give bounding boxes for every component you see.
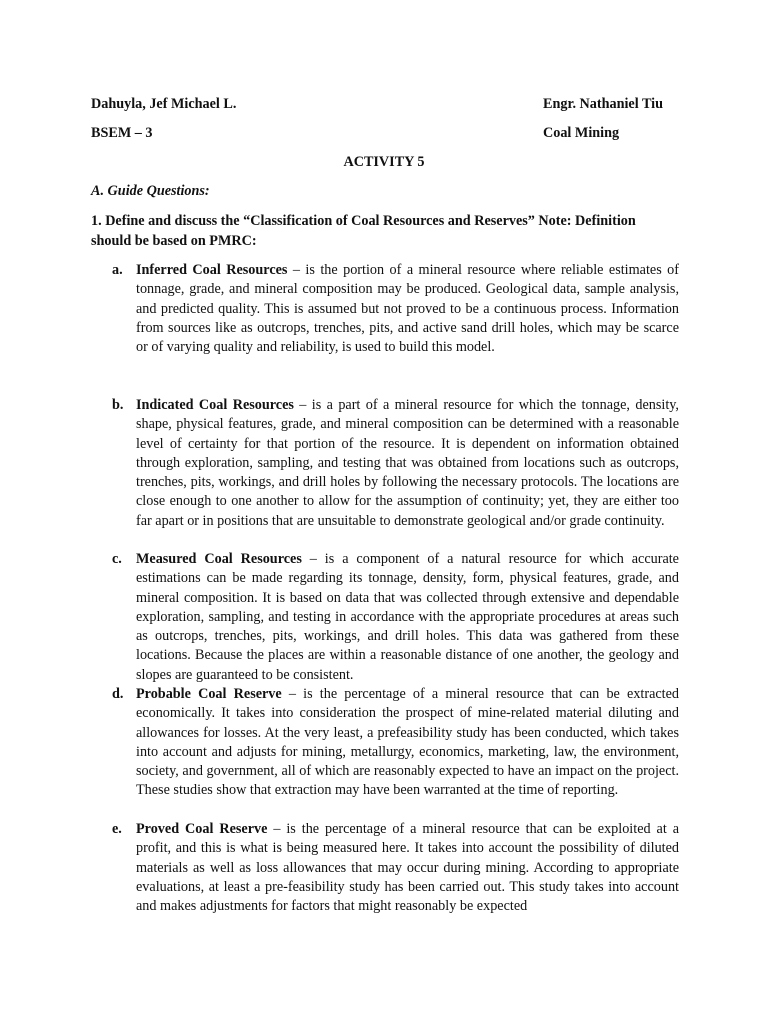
list-marker: d. [112,686,124,702]
list-item-proved [112,820,679,916]
list-item-text: – is a part of a mineral resource for which the tonnage, density, shape, physical features, grade, and mineral composition can be determined with a reasonable level of certainty for that portion of the resource. It is dependent on information obtained through exploration, sampling, and testing that was obtained from locations such as outcrops, trenches, pits, workings, and drill holes by following the necessary protocols. The locations are close enough to one another to allow for the assumption of continuity; yet, they are either too far apart or in positions that are unsuitable to demonstrate geological and/or grade continuity. [136,397,679,529]
list-item-term: Indicated Coal Resources [136,397,294,413]
list-marker: b. [112,397,124,413]
activity-title: ACTIVITY 5 [343,154,425,170]
list-item-body [136,685,679,801]
list-item-term: Probable Coal Reserve [136,686,282,702]
list-item-inferred [112,261,679,357]
list-item-body [136,550,679,685]
list-item-term: Inferred Coal Resources [136,262,288,278]
section-heading: A. Guide Questions: [91,183,210,199]
list-item-probable [112,685,679,801]
course-label: Coal Mining [543,125,620,141]
list-item-text: – is the percentage of a mineral resource that can be exploited at a profit, and this is what is being measured here. It takes into account the possibility of diluted materials as well as loss allowances that may occur during mining. According to appropriate evaluations, at least a pre-feasibility study has been carried out. This study takes into account and makes adjustments for factors that might reasonably be expected [136,821,679,915]
list-item-body [136,396,679,531]
list-item-body [136,261,679,357]
list-item-text: – is the percentage of a mineral resource that can be extracted economically. It takes into consideration the prospect of mine-related material diluting and allowances for losses. At the very least, a prefeasibility study has been conducted, which takes into account and adjusts for mining, metallurgy, economics, marketing, law, the environment, society, and government, all of which are reasonably expected to have an impact on the project. These studies show that extraction may have been warranted at the time of reporting. [136,686,680,799]
list-item-indicated [112,396,679,531]
program-label: BSEM – 3 [91,125,153,141]
instructor-name: Engr. Nathaniel Tiu [543,96,663,112]
list-marker: c. [112,551,122,567]
list-marker: e. [112,821,122,837]
list-item-measured [112,550,679,685]
list-item-term: Measured Coal Resources [136,551,302,567]
list-item-text: – is a component of a natural resource for which accurate estimations can be made regarding its tonnage, density, form, physical features, grade, and mineral composition. It is based on data that was collected through extensive and dependable exploration, sampling, and testing in accordance with the appropriate procedures at areas such as outcrops, trenches, pits, workings, and drill holes. This data was gathered from these locations. Because the places are within a reasonable distance of one another, the geology and slopes are guaranteed to be consistent. [136,551,679,683]
question-text: 1. Define and discuss the “Classification of Coal Resources and Reserves” Note: Definition should be based on PMRC: [91,213,636,249]
list-item-body [136,820,679,916]
list-item-text: – is the portion of a mineral resource where reliable estimates of tonnage, grade, and mineral composition may be produced. Geological data, sample analysis, and predicted quality. This is assumed but not proved to be a continuous process. Information from sources like as outcrops, trenches, pits, and active sand drill holes, which may be scarce or of varying quality and reliability, is used to build this model. [136,262,679,356]
list-marker: a. [112,262,123,278]
student-name: Dahuyla, Jef Michael L. [91,96,237,112]
list-item-term: Proved Coal Reserve [136,821,268,837]
